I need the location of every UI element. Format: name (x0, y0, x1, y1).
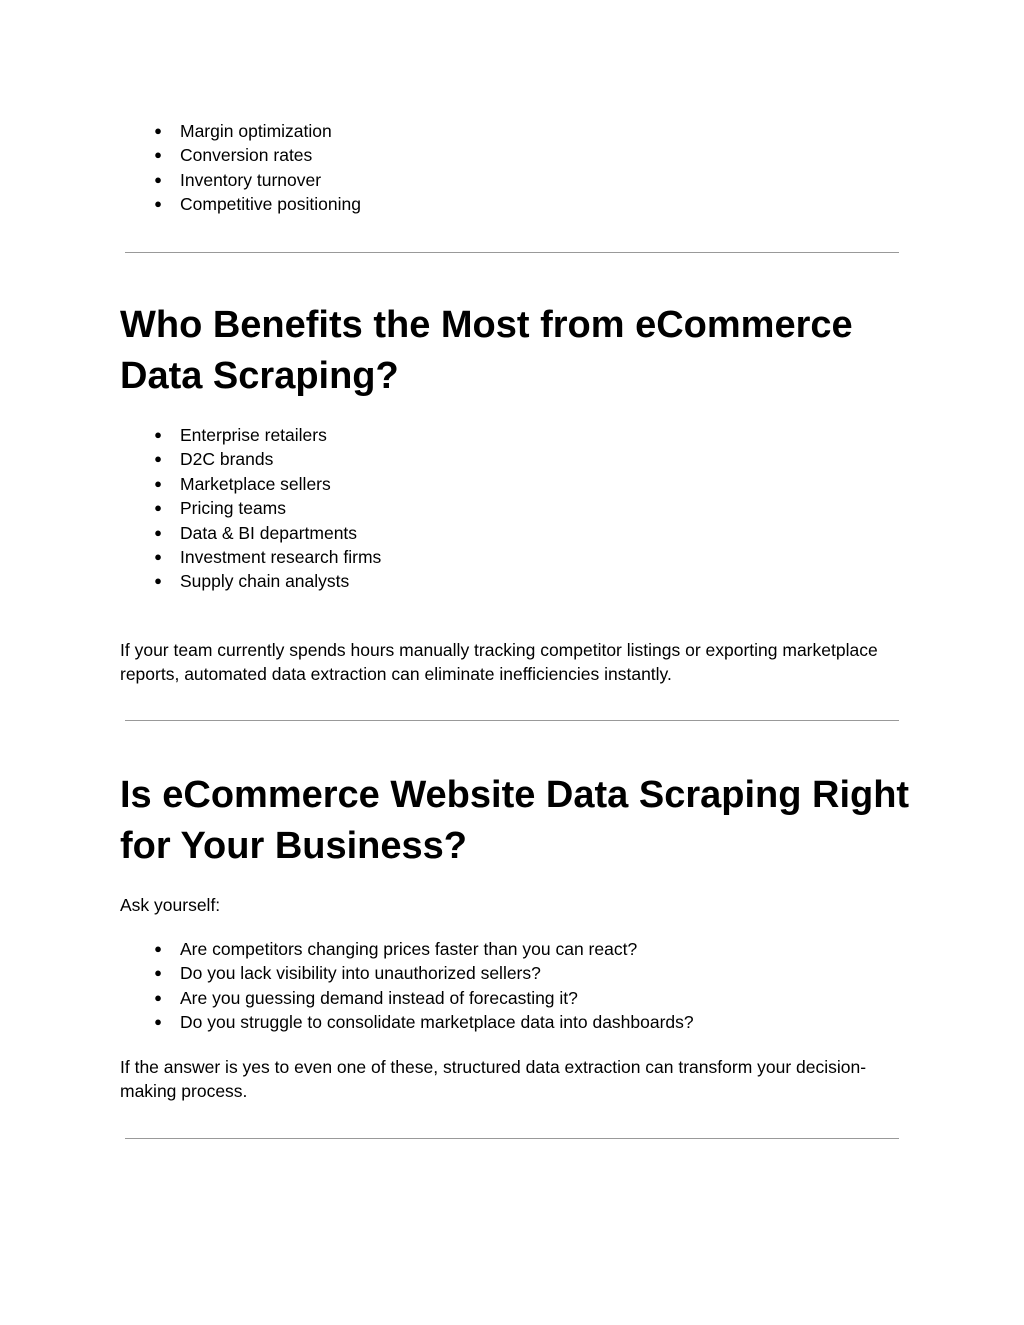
list-item (120, 168, 900, 192)
bullet-icon: ● (154, 123, 162, 138)
list-item-text: Data & BI departments (180, 522, 358, 543)
horizontal-divider (125, 1138, 899, 1139)
list-item (120, 447, 900, 471)
list-item-text: Supply chain analysts (180, 571, 350, 592)
list-item-text: Are competitors changing prices faster than you can react? (180, 939, 638, 959)
list-item-text: Pricing teams (180, 498, 287, 519)
section-heading-right-fit: Is eCommerce Website Data Scraping Right for Your Business? (120, 774, 910, 867)
list-item-text: Marketplace sellers (180, 473, 331, 494)
list-item-text: Do you lack visibility into unauthorized sellers? (180, 963, 541, 984)
list-item-text: Are you guessing demand instead of forecasting it? (180, 987, 578, 1008)
list-item (120, 192, 900, 216)
bullet-icon: ● (154, 1014, 162, 1030)
list-item (120, 496, 900, 520)
list-item (120, 472, 900, 496)
list-item-text: Inventory turnover (180, 169, 322, 190)
list-item-text: Investment research firms (180, 546, 382, 567)
list-item-text: Do you struggle to consolidate marketplace data into dashboards? (180, 1012, 694, 1033)
list-item (120, 521, 900, 545)
list-item (120, 986, 900, 1010)
bullet-icon: ● (154, 500, 162, 516)
bullet-icon: ● (154, 941, 162, 956)
questions-bullet-list (120, 937, 900, 1035)
list-item (120, 545, 900, 569)
ask-yourself-text: Ask yourself: (120, 895, 221, 915)
bullet-icon: ● (154, 427, 162, 442)
list-item (120, 1010, 900, 1034)
bullet-icon: ● (154, 196, 162, 212)
list-item-text: Margin optimization (180, 121, 332, 141)
list-item (120, 937, 900, 961)
list-item (120, 119, 900, 143)
bullet-icon: ● (154, 171, 162, 187)
list-item-text: D2C brands (180, 449, 274, 470)
bullet-icon: ● (154, 989, 162, 1005)
bullet-icon: ● (154, 965, 162, 981)
bullet-icon: ● (154, 451, 162, 467)
bullet-icon: ● (154, 524, 162, 540)
list-item (120, 961, 900, 985)
bullet-icon: ● (154, 147, 162, 163)
horizontal-divider (125, 720, 899, 721)
top-bullet-list (120, 119, 900, 217)
section-heading-benefits: Who Benefits the Most from eCommerce Data Scraping? (120, 304, 853, 397)
list-item (120, 423, 900, 447)
list-item (120, 143, 900, 167)
benefits-paragraph: If your team currently spends hours manually tracking competitor listings or exporting marketplace reports, automated data extraction can eliminate inefficiencies instantly. (120, 640, 878, 685)
bullet-icon: ● (154, 475, 162, 491)
bullet-icon: ● (154, 548, 162, 564)
list-item (120, 569, 900, 593)
list-item-text: Conversion rates (180, 145, 313, 166)
horizontal-divider (125, 252, 899, 253)
list-item-text: Competitive positioning (180, 194, 361, 215)
bullet-icon: ● (154, 573, 162, 589)
list-item-text: Enterprise retailers (180, 425, 327, 445)
benefits-bullet-list (120, 423, 900, 594)
conclusion-paragraph: If the answer is yes to even one of these, structured data extraction can transform your decision-making process. (120, 1057, 867, 1102)
